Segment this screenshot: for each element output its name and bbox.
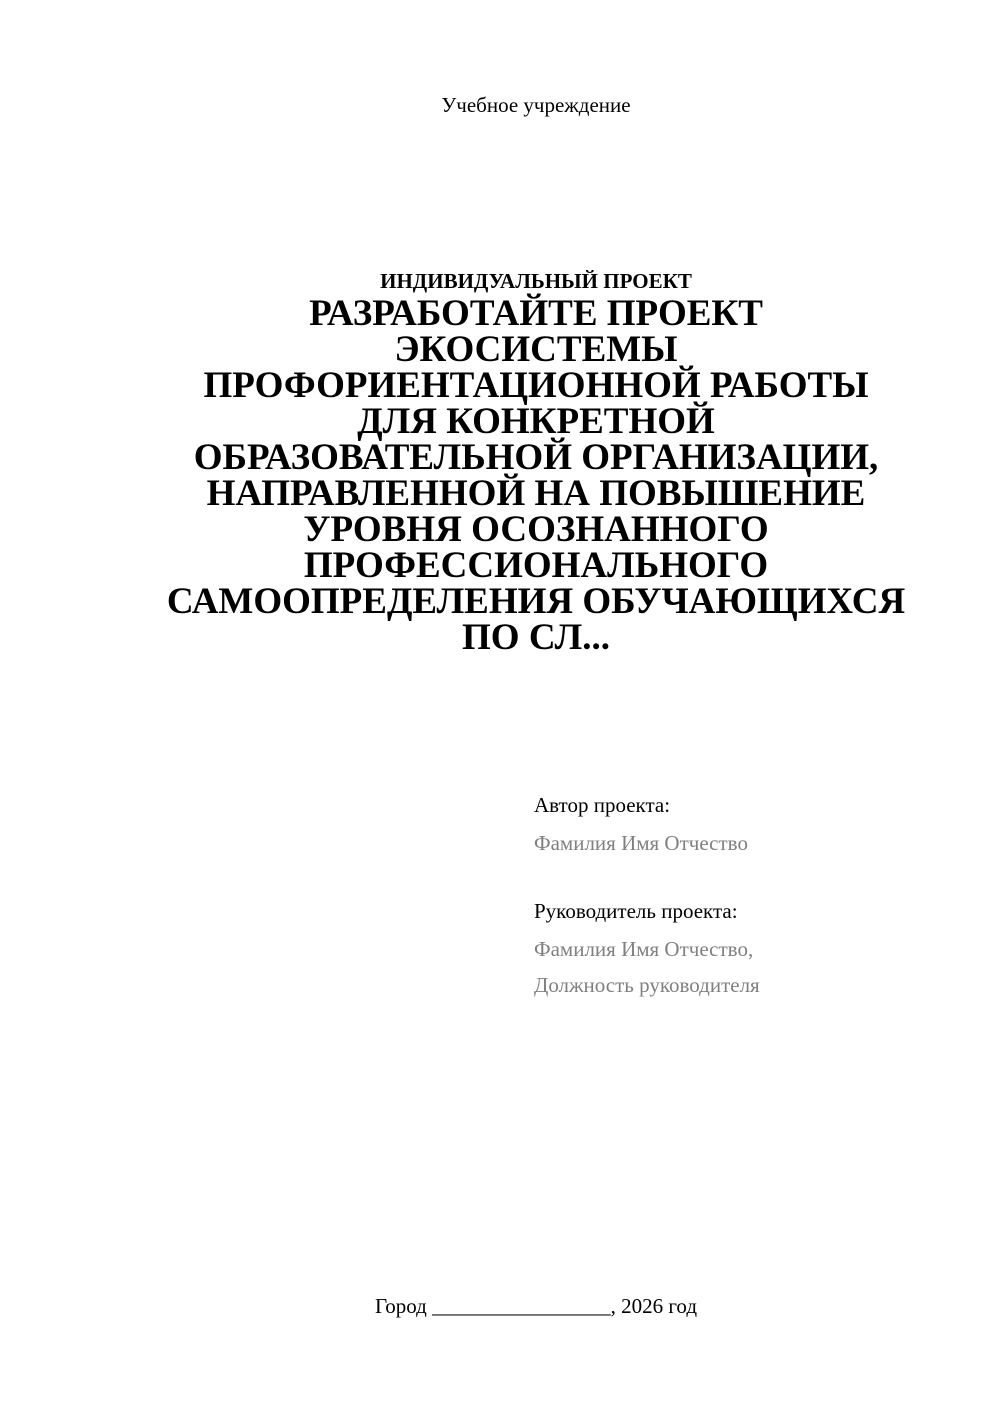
author-block [534, 792, 954, 856]
title-line: САМООПРЕДЕЛЕНИЯ ОБУЧАЮЩИХСЯ [166, 581, 906, 622]
supervisor-block [534, 898, 954, 998]
supervisor-position: Должность руководителя [534, 973, 760, 997]
title-line: НАПРАВЛЕННОЙ НА ПОВЫШЕНИЕ [206, 473, 866, 514]
title-line: ЭКОСИСТЕМЫ [394, 329, 678, 370]
supervisor-label: Руководитель проекта: [534, 899, 738, 923]
title-line: ОБРАЗОВАТЕЛЬНОЙ ОРГАНИЗАЦИИ, [193, 437, 879, 478]
city-year-line: Город _________________, 2026 год [374, 1294, 698, 1318]
project-title [100, 293, 972, 658]
author-name: Фамилия Имя Отчество [534, 831, 748, 855]
institution-name: Учебное учреждение [441, 93, 631, 117]
author-label: Автор проекта: [534, 793, 671, 817]
project-type: ИНДИВИДУАЛЬНЫЙ ПРОЕКТ [380, 269, 692, 293]
title-line: ДЛЯ КОНКРЕТНОЙ [357, 401, 715, 442]
title-line: ПРОФОРИЕНТАЦИОННОЙ РАБОТЫ [203, 365, 869, 406]
title-line: УРОВНЯ ОСОЗНАННОГО [303, 509, 769, 550]
title-line: ПРОФЕССИОНАЛЬНОГО [303, 545, 769, 586]
supervisor-name: Фамилия Имя Отчество, [534, 937, 754, 961]
title-line: РАЗРАБОТАЙТЕ ПРОЕКТ [309, 293, 763, 334]
title-line: ПО СЛ... [462, 617, 610, 658]
